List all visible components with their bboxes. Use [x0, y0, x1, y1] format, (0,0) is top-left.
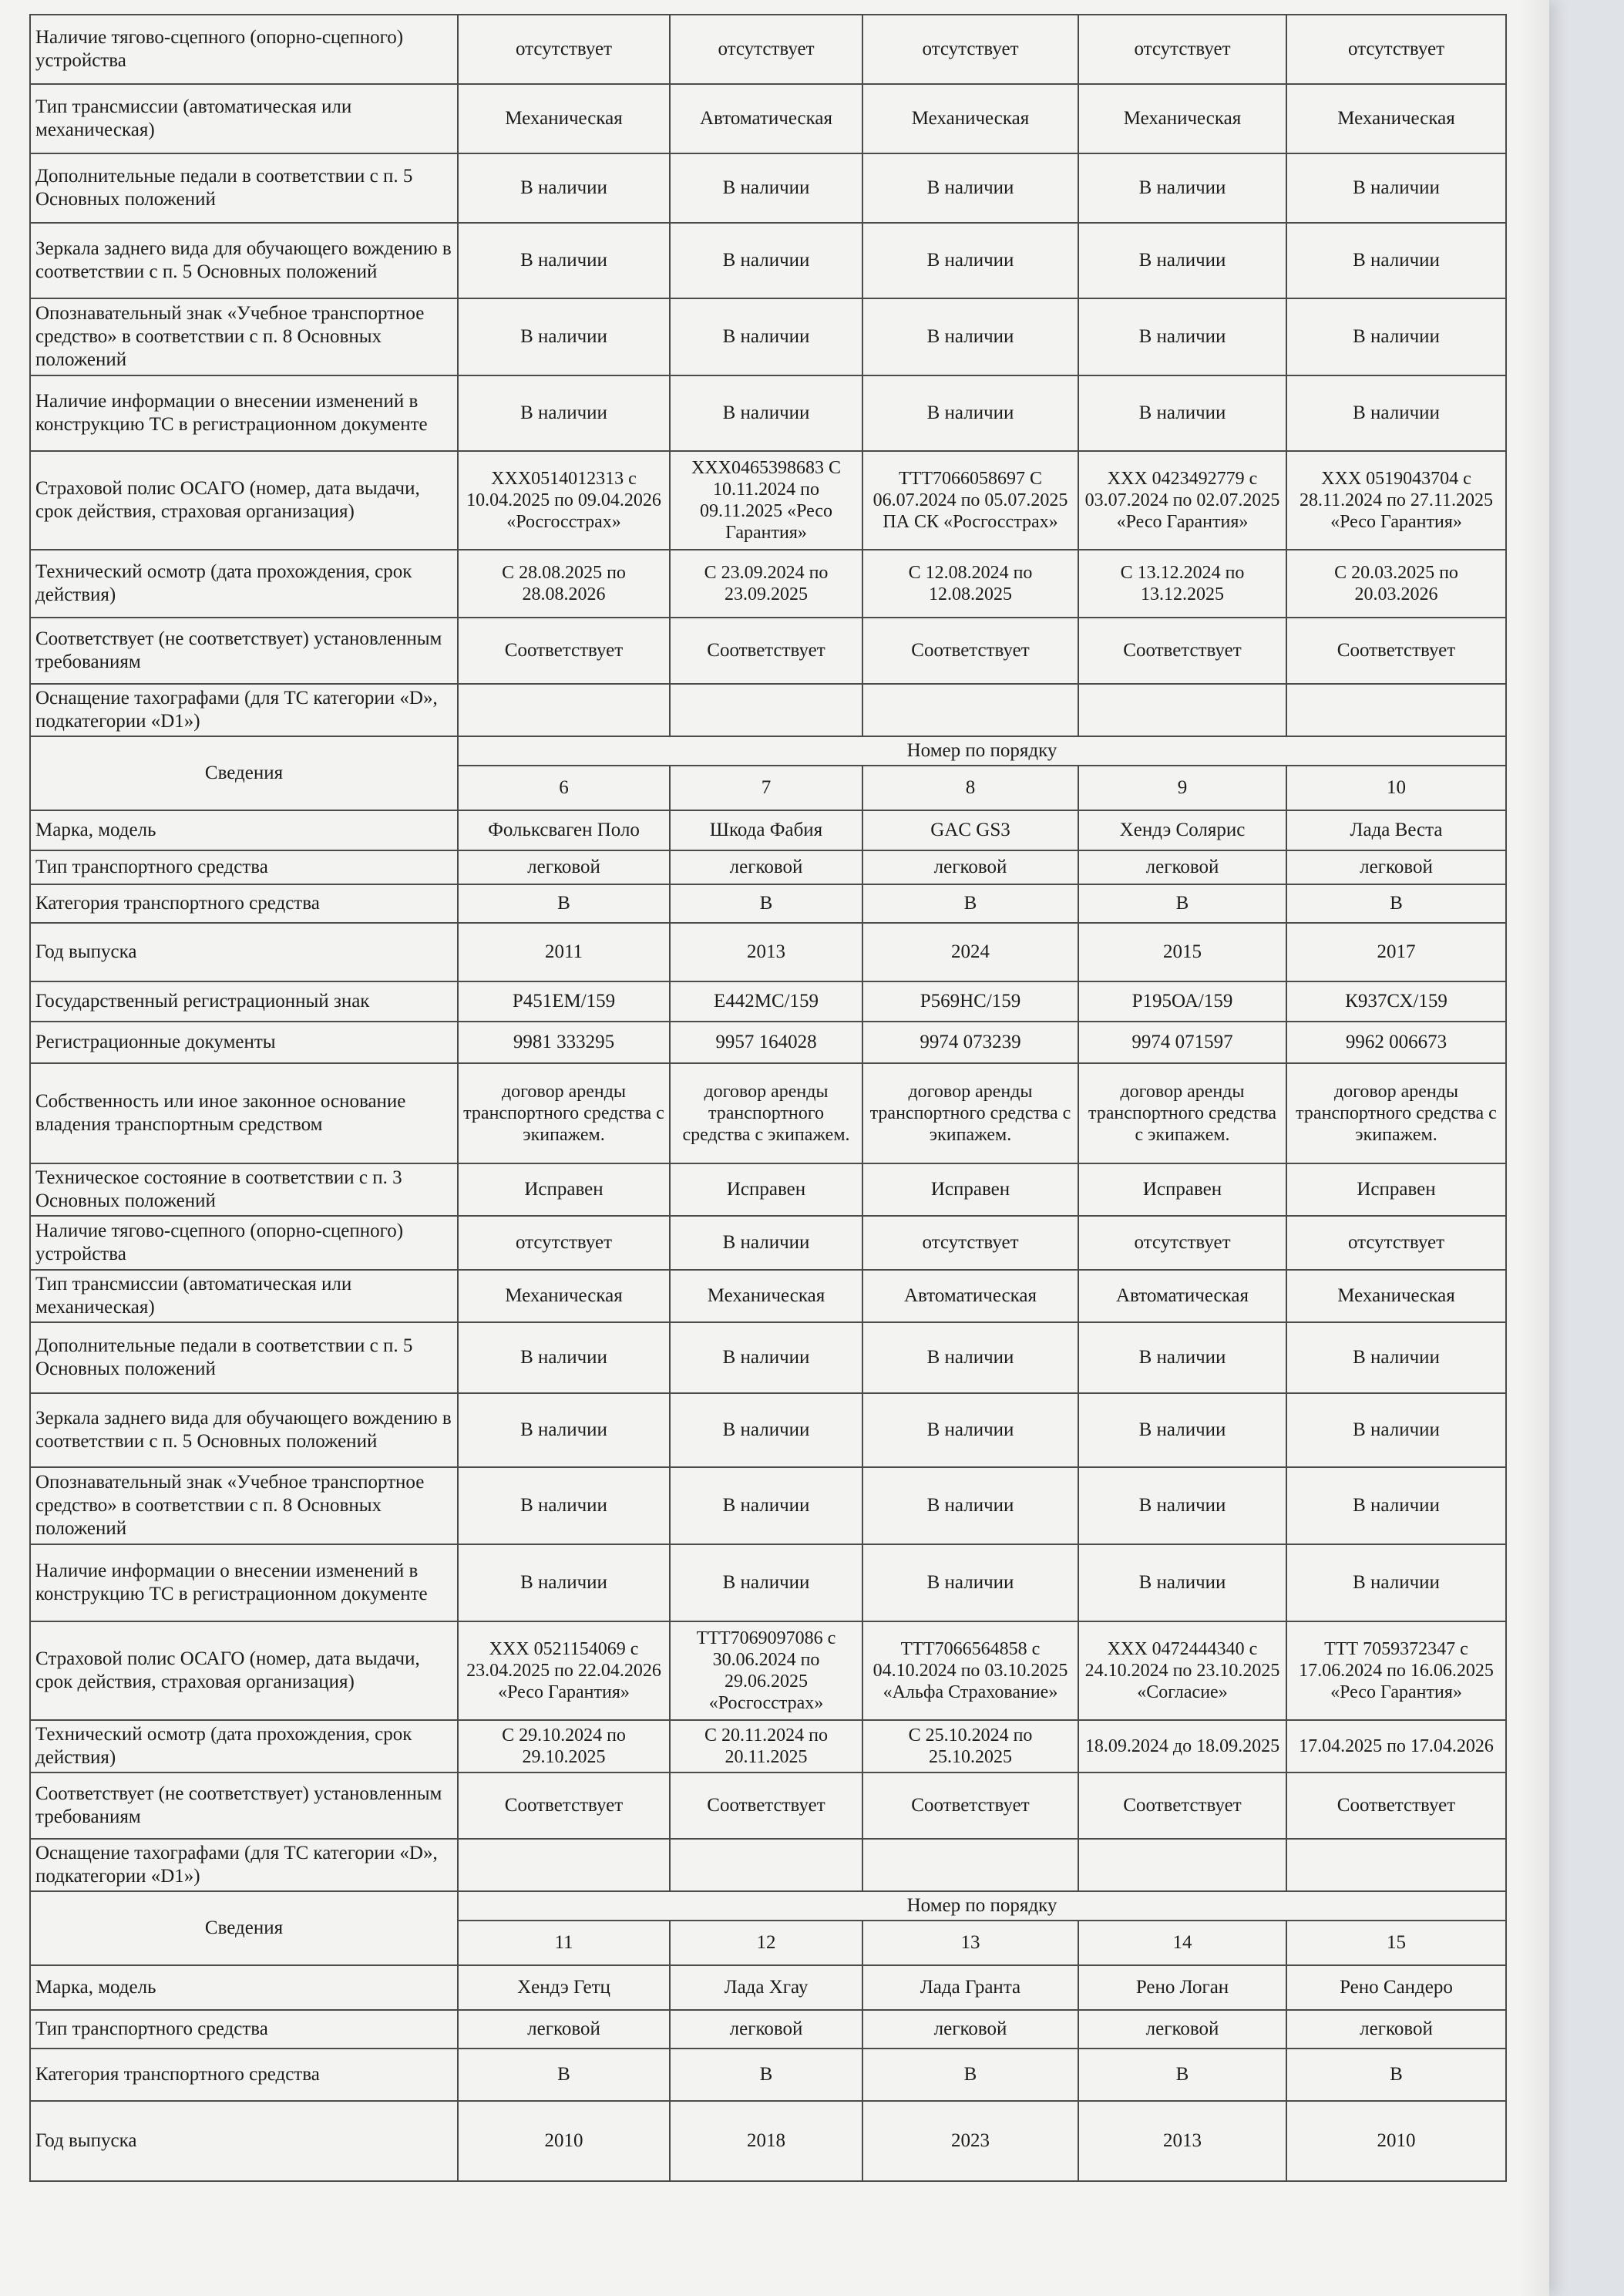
cell-mirrors: В наличии [670, 1393, 862, 1467]
cell-condition: Исправен [1286, 1163, 1506, 1216]
order-number: 13 [862, 1921, 1078, 1965]
cell-osago: ХХХ0465398683 С 10.11.2024 по 09.11.2025 «Ресо Гарантия» [670, 451, 862, 550]
cell-pedals: В наличии [1286, 153, 1506, 223]
row-label-year: Год выпуска [30, 2101, 458, 2181]
cell-transmission: Механическая [1286, 84, 1506, 153]
cell-changes: В наличии [1078, 375, 1286, 451]
cell-sign: В наличии [458, 1467, 670, 1544]
vehicle-register-table [29, 14, 1507, 2182]
cell-osago: ТТТ7069097086 с 30.06.2024 по 29.06.2025 «Росгосстрах» [670, 1621, 862, 1720]
cell-year: 2011 [458, 923, 670, 981]
cell-osago: ХХХ 0423492779 с 03.07.2024 по 02.07.2025 «Ресо Гарантия» [1078, 451, 1286, 550]
row-label-category: Категория транспортного средства [30, 884, 458, 923]
cell-tachograph [458, 684, 670, 736]
cell-changes: В наличии [1078, 1544, 1286, 1621]
cell-compliance: Соответствует [1286, 1772, 1506, 1839]
cell-inspection: С 28.08.2025 по 28.08.2026 [458, 550, 670, 618]
cell-compliance: Соответствует [670, 1772, 862, 1839]
cell-sign: В наличии [1078, 1467, 1286, 1544]
cell-changes: В наличии [862, 375, 1078, 451]
row-label-condition: Техническое состояние в соответствии с п. 3 Основных положений [30, 1163, 458, 1216]
cell-inspection: С 20.03.2025 по 20.03.2026 [1286, 550, 1506, 618]
row-label-vehicle_type: Тип транспортного средства [30, 2010, 458, 2049]
cell-category: В [670, 884, 862, 923]
cell-inspection: С 12.08.2024 по 12.08.2025 [862, 550, 1078, 618]
row-label-changes: Наличие информации о внесении изменений в конструкцию ТС в регистрационном документе [30, 1544, 458, 1621]
cell-pedals: В наличии [862, 1322, 1078, 1393]
cell-transmission: Механическая [1286, 1270, 1506, 1322]
cell-hitch: отсутствует [862, 1216, 1078, 1270]
row-label-vehicle_type: Тип транспортного средства [30, 850, 458, 884]
cell-reg_docs: 9957 164028 [670, 1022, 862, 1063]
cell-mirrors: В наличии [458, 1393, 670, 1467]
cell-ownership: договор аренды транспортного средства с экипажем. [1286, 1063, 1506, 1163]
cell-hitch: отсутствует [862, 15, 1078, 84]
cell-mirrors: В наличии [1286, 1393, 1506, 1467]
cell-year: 2015 [1078, 923, 1286, 981]
cell-osago: ХХХ 0519043704 с 28.11.2024 по 27.11.2025 «Ресо Гарантия» [1286, 451, 1506, 550]
cell-tachograph [458, 1839, 670, 1891]
order-number: 14 [1078, 1921, 1286, 1965]
cell-transmission: Автоматическая [670, 84, 862, 153]
row-label-osago: Страховой полис ОСАГО (номер, дата выдачи, срок действия, страховая организация) [30, 451, 458, 550]
cell-changes: В наличии [458, 1544, 670, 1621]
cell-category: В [1078, 2049, 1286, 2101]
order-number: 10 [1286, 766, 1506, 810]
cell-mirrors: В наличии [1286, 223, 1506, 298]
table-row [30, 2049, 1506, 2101]
cell-inspection: 18.09.2024 до 18.09.2025 [1078, 1720, 1286, 1772]
row-label-sign: Опознавательный знак «Учебное транспортное средство» в соответствии с п. 8 Основных положений [30, 298, 458, 375]
row-label-compliance: Соответствует (не соответствует) установленным требованиям [30, 618, 458, 684]
cell-year: 2010 [458, 2101, 670, 2181]
row-label-pedals: Дополнительные педали в соответствии с п. 5 Основных положений [30, 1322, 458, 1393]
cell-compliance: Соответствует [458, 1772, 670, 1839]
cell-plate: Р569НС/159 [862, 981, 1078, 1022]
cell-condition: Исправен [458, 1163, 670, 1216]
row-label-make: Марка, модель [30, 810, 458, 850]
cell-year: 2018 [670, 2101, 862, 2181]
cell-mirrors: В наличии [670, 223, 862, 298]
row-label-reg_docs: Регистрационные документы [30, 1022, 458, 1063]
cell-hitch: отсутствует [1286, 1216, 1506, 1270]
cell-category: В [458, 2049, 670, 2101]
cell-compliance: Соответствует [458, 618, 670, 684]
row-label-plate: Государственный регистрационный знак [30, 981, 458, 1022]
cell-sign: В наличии [862, 1467, 1078, 1544]
cell-category: В [1078, 884, 1286, 923]
cell-plate: К937СХ/159 [1286, 981, 1506, 1022]
info-header: Сведения [30, 1891, 458, 1965]
cell-hitch: отсутствует [1286, 15, 1506, 84]
cell-pedals: В наличии [1078, 1322, 1286, 1393]
cell-make: Хендэ Солярис [1078, 810, 1286, 850]
cell-inspection: С 13.12.2024 по 13.12.2025 [1078, 550, 1286, 618]
cell-osago: ТТТ7066564858 с 04.10.2024 по 03.10.2025 «Альфа Страхование» [862, 1621, 1078, 1720]
row-label-mirrors: Зеркала заднего вида для обучающего вождению в соответствии с п. 5 Основных положений [30, 223, 458, 298]
row-label-transmission: Тип трансмиссии (автоматическая или механическая) [30, 84, 458, 153]
order-number: 9 [1078, 766, 1286, 810]
cell-ownership: договор аренды транспортного средства с экипажем. [670, 1063, 862, 1163]
cell-make: Лада Хгау [670, 1965, 862, 2010]
cell-mirrors: В наличии [862, 223, 1078, 298]
order-number: 7 [670, 766, 862, 810]
table-row [30, 1720, 1506, 1772]
order-number: 11 [458, 1921, 670, 1965]
table-row [30, 684, 1506, 736]
cell-compliance: Соответствует [1286, 618, 1506, 684]
cell-hitch: отсутствует [458, 1216, 670, 1270]
cell-reg_docs: 9974 071597 [1078, 1022, 1286, 1063]
table-row [30, 850, 1506, 884]
cell-sign: В наличии [670, 1467, 862, 1544]
table-row [30, 153, 1506, 223]
row-label-transmission: Тип трансмиссии (автоматическая или механическая) [30, 1270, 458, 1322]
cell-make: Шкода Фабия [670, 810, 862, 850]
table-row [30, 1544, 1506, 1621]
table-body [30, 15, 1506, 2181]
cell-compliance: Соответствует [670, 618, 862, 684]
row-label-compliance: Соответствует (не соответствует) установленным требованиям [30, 1772, 458, 1839]
cell-category: В [1286, 884, 1506, 923]
table-row [30, 1216, 1506, 1270]
row-label-hitch: Наличие тягово-сцепного (опорно-сцепного) устройства [30, 1216, 458, 1270]
cell-category: В [862, 884, 1078, 923]
cell-make: Фольксваген Поло [458, 810, 670, 850]
order-number-header: Номер по порядку [458, 1891, 1506, 1921]
cell-year: 2010 [1286, 2101, 1506, 2181]
cell-changes: В наличии [670, 375, 862, 451]
row-label-changes: Наличие информации о внесении изменений в конструкцию ТС в регистрационном документе [30, 375, 458, 451]
cell-transmission: Автоматическая [862, 1270, 1078, 1322]
cell-year: 2013 [1078, 2101, 1286, 2181]
table-row [30, 15, 1506, 84]
table-row [30, 2101, 1506, 2181]
cell-vehicle_type: легковой [862, 2010, 1078, 2049]
cell-transmission: Механическая [1078, 84, 1286, 153]
table-row [30, 451, 1506, 550]
cell-year: 2013 [670, 923, 862, 981]
table-row [30, 375, 1506, 451]
cell-vehicle_type: легковой [670, 850, 862, 884]
table-row [30, 1891, 1506, 1921]
cell-make: Рено Логан [1078, 1965, 1286, 2010]
cell-sign: В наличии [458, 298, 670, 375]
cell-tachograph [862, 1839, 1078, 1891]
cell-plate: Р451ЕМ/159 [458, 981, 670, 1022]
cell-hitch: отсутствует [1078, 1216, 1286, 1270]
cell-inspection: С 25.10.2024 по 25.10.2025 [862, 1720, 1078, 1772]
row-label-hitch: Наличие тягово-сцепного (опорно-сцепного) устройства [30, 15, 458, 84]
cell-pedals: В наличии [670, 1322, 862, 1393]
cell-tachograph [1078, 1839, 1286, 1891]
cell-osago: ТТТ7066058697 С 06.07.2024 по 05.07.2025 ПА СК «Росгосстрах» [862, 451, 1078, 550]
cell-plate: Р195ОА/159 [1078, 981, 1286, 1022]
table-row [30, 298, 1506, 375]
cell-year: 2017 [1286, 923, 1506, 981]
cell-tachograph [1286, 684, 1506, 736]
cell-pedals: В наличии [670, 153, 862, 223]
cell-osago: ХХХ 0521154069 с 23.04.2025 по 22.04.2026 «Ресо Гарантия» [458, 1621, 670, 1720]
cell-plate: Е442МС/159 [670, 981, 862, 1022]
cell-osago: ХХХ 0472444340 с 24.10.2024 по 23.10.2025 «Согласие» [1078, 1621, 1286, 1720]
cell-inspection: С 29.10.2024 по 29.10.2025 [458, 1720, 670, 1772]
cell-transmission: Механическая [458, 84, 670, 153]
row-label-mirrors: Зеркала заднего вида для обучающего вождению в соответствии с п. 5 Основных положений [30, 1393, 458, 1467]
cell-tachograph [1078, 684, 1286, 736]
table-row [30, 1022, 1506, 1063]
order-number-header: Номер по порядку [458, 736, 1506, 766]
cell-inspection: С 23.09.2024 по 23.09.2025 [670, 550, 862, 618]
cell-osago: ХХХ0514012313 с 10.04.2025 по 09.04.2026 «Росгосстрах» [458, 451, 670, 550]
table-row [30, 1322, 1506, 1393]
table-row [30, 1270, 1506, 1322]
row-label-tachograph: Оснащение тахографами (для ТС категории «D», подкатегории «D1») [30, 1839, 458, 1891]
cell-hitch: отсутствует [458, 15, 670, 84]
table-row [30, 923, 1506, 981]
cell-condition: Исправен [1078, 1163, 1286, 1216]
cell-year: 2024 [862, 923, 1078, 981]
cell-changes: В наличии [458, 375, 670, 451]
table-row [30, 84, 1506, 153]
cell-tachograph [862, 684, 1078, 736]
cell-pedals: В наличии [862, 153, 1078, 223]
cell-tachograph [670, 1839, 862, 1891]
cell-compliance: Соответствует [1078, 1772, 1286, 1839]
cell-vehicle_type: легковой [458, 2010, 670, 2049]
cell-category: В [670, 2049, 862, 2101]
cell-changes: В наличии [1286, 375, 1506, 451]
cell-reg_docs: 9981 333295 [458, 1022, 670, 1063]
info-header: Сведения [30, 736, 458, 810]
cell-compliance: Соответствует [1078, 618, 1286, 684]
cell-condition: Исправен [862, 1163, 1078, 1216]
cell-sign: В наличии [1286, 298, 1506, 375]
cell-pedals: В наличии [1286, 1322, 1506, 1393]
cell-hitch: В наличии [670, 1216, 862, 1270]
cell-mirrors: В наличии [862, 1393, 1078, 1467]
table-row [30, 1163, 1506, 1216]
cell-osago: ТТТ 7059372347 с 17.06.2024 по 16.06.2025 «Ресо Гарантия» [1286, 1621, 1506, 1720]
cell-sign: В наличии [670, 298, 862, 375]
cell-hitch: отсутствует [670, 15, 862, 84]
cell-vehicle_type: легковой [1078, 850, 1286, 884]
table-row [30, 1839, 1506, 1891]
cell-tachograph [670, 684, 862, 736]
cell-pedals: В наличии [458, 153, 670, 223]
cell-mirrors: В наличии [1078, 1393, 1286, 1467]
cell-transmission: Механическая [670, 1270, 862, 1322]
order-number: 8 [862, 766, 1078, 810]
row-label-inspection: Технический осмотр (дата прохождения, срок действия) [30, 550, 458, 618]
row-label-sign: Опознавательный знак «Учебное транспортное средство» в соответствии с п. 8 Основных положений [30, 1467, 458, 1544]
table-row [30, 981, 1506, 1022]
order-number: 12 [670, 1921, 862, 1965]
row-label-osago: Страховой полис ОСАГО (номер, дата выдачи, срок действия, страховая организация) [30, 1621, 458, 1720]
row-label-make: Марка, модель [30, 1965, 458, 2010]
cell-vehicle_type: легковой [458, 850, 670, 884]
cell-reg_docs: 9974 073239 [862, 1022, 1078, 1063]
cell-category: В [458, 884, 670, 923]
cell-pedals: В наличии [1078, 153, 1286, 223]
cell-sign: В наличии [1286, 1467, 1506, 1544]
cell-mirrors: В наличии [458, 223, 670, 298]
table-row [30, 736, 1506, 766]
order-number: 15 [1286, 1921, 1506, 1965]
cell-changes: В наличии [1286, 1544, 1506, 1621]
row-label-inspection: Технический осмотр (дата прохождения, срок действия) [30, 1720, 458, 1772]
cell-transmission: Механическая [458, 1270, 670, 1322]
row-label-year: Год выпуска [30, 923, 458, 981]
cell-condition: Исправен [670, 1163, 862, 1216]
cell-hitch: отсутствует [1078, 15, 1286, 84]
cell-ownership: договор аренды транспортного средства с экипажем. [458, 1063, 670, 1163]
table-row [30, 1965, 1506, 2010]
cell-vehicle_type: легковой [1286, 2010, 1506, 2049]
row-label-pedals: Дополнительные педали в соответствии с п. 5 Основных положений [30, 153, 458, 223]
cell-vehicle_type: легковой [1286, 850, 1506, 884]
cell-tachograph [1286, 1839, 1506, 1891]
cell-make: Рено Сандеро [1286, 1965, 1506, 2010]
cell-changes: В наличии [670, 1544, 862, 1621]
row-label-category: Категория транспортного средства [30, 2049, 458, 2101]
cell-sign: В наличии [1078, 298, 1286, 375]
cell-make: Лада Веста [1286, 810, 1506, 850]
table-row [30, 1621, 1506, 1720]
row-label-ownership: Собственность или иное законное основание владения транспортным средством [30, 1063, 458, 1163]
table-row [30, 1772, 1506, 1839]
cell-inspection: 17.04.2025 по 17.04.2026 [1286, 1720, 1506, 1772]
cell-ownership: договор аренды транспортного средства с экипажем. [862, 1063, 1078, 1163]
cell-vehicle_type: легковой [670, 2010, 862, 2049]
cell-make: GAC GS3 [862, 810, 1078, 850]
cell-changes: В наличии [862, 1544, 1078, 1621]
table-row [30, 1393, 1506, 1467]
cell-ownership: договор аренды транспортного средства с экипажем. [1078, 1063, 1286, 1163]
cell-compliance: Соответствует [862, 1772, 1078, 1839]
order-number: 6 [458, 766, 670, 810]
table-row [30, 550, 1506, 618]
cell-compliance: Соответствует [862, 618, 1078, 684]
cell-inspection: С 20.11.2024 по 20.11.2025 [670, 1720, 862, 1772]
cell-vehicle_type: легковой [862, 850, 1078, 884]
table-row [30, 884, 1506, 923]
table-row [30, 1063, 1506, 1163]
table-row [30, 2010, 1506, 2049]
cell-year: 2023 [862, 2101, 1078, 2181]
cell-sign: В наличии [862, 298, 1078, 375]
table-row [30, 618, 1506, 684]
cell-category: В [1286, 2049, 1506, 2101]
cell-transmission: Механическая [862, 84, 1078, 153]
cell-pedals: В наличии [458, 1322, 670, 1393]
table-row [30, 810, 1506, 850]
cell-vehicle_type: легковой [1078, 2010, 1286, 2049]
cell-category: В [862, 2049, 1078, 2101]
row-label-tachograph: Оснащение тахографами (для ТС категории «D», подкатегории «D1») [30, 684, 458, 736]
table-row [30, 223, 1506, 298]
cell-mirrors: В наличии [1078, 223, 1286, 298]
cell-reg_docs: 9962 006673 [1286, 1022, 1506, 1063]
cell-make: Хендэ Гетц [458, 1965, 670, 2010]
cell-transmission: Автоматическая [1078, 1270, 1286, 1322]
cell-make: Лада Гранта [862, 1965, 1078, 2010]
table-row [30, 1467, 1506, 1544]
